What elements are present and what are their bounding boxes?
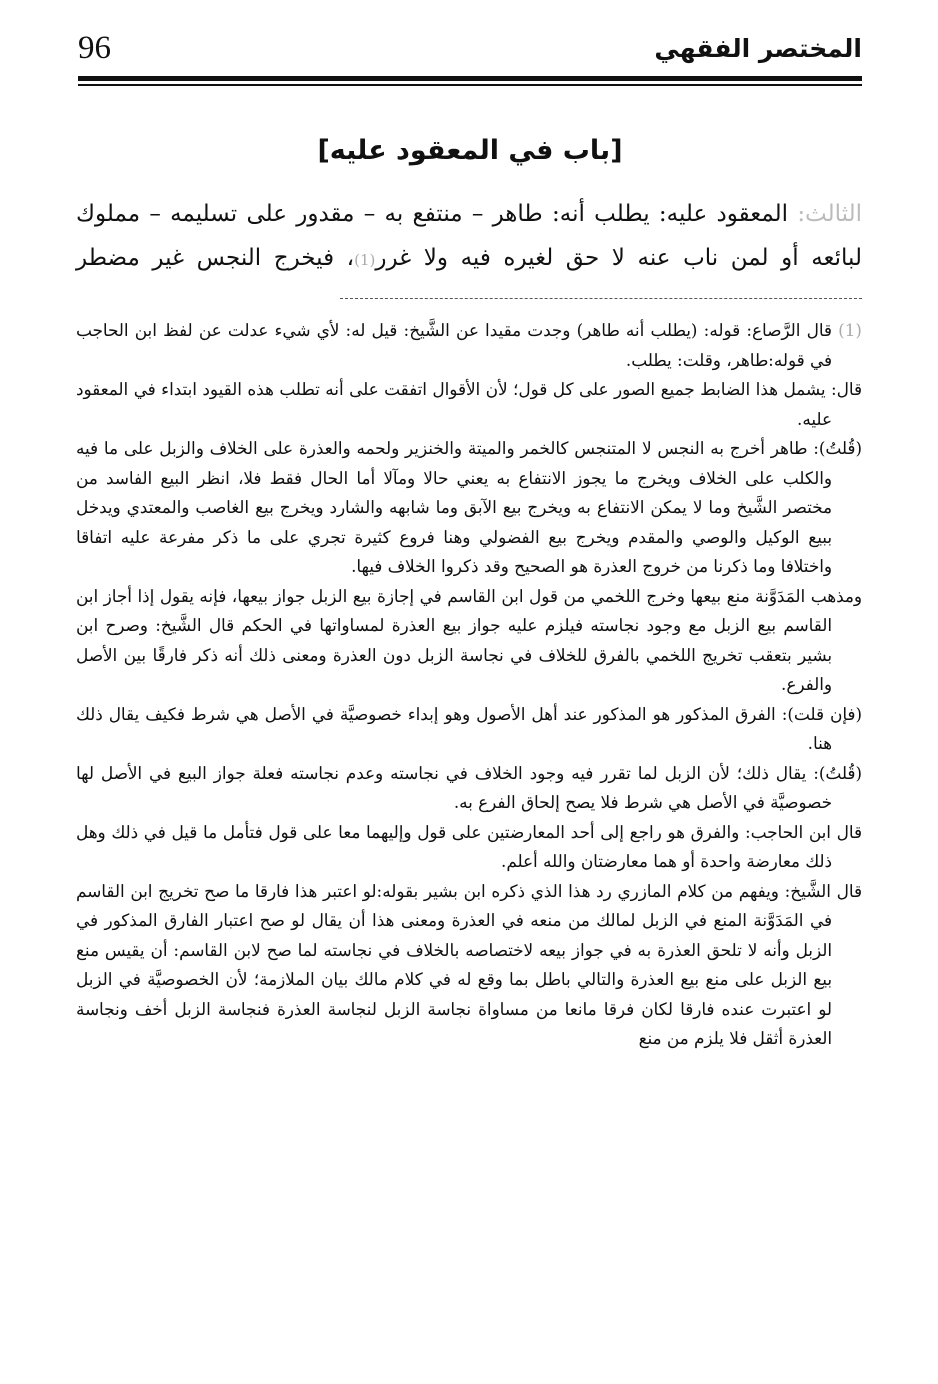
footnote-paragraph: قال ابن الحاجب: والفرق هو راجع إلى أحد المعارضتين على قول وإليهما معا على قول فتأمل ما قيل في ذلك وهل ذلك معارضة واحدة أو هما معارضتان والله أعلم. <box>76 821 862 871</box>
footnote-paragraph: (قُلتُ): يقال ذلك؛ لأن الزبل لما تقرر فيه وجود الخلاف في نجاسته وعدم نجاسته فعلة جواز البيع في الأصل لها خصوصيَّة في الأصل هي شرط فلا يصح إلحاق الفرع به. <box>76 762 862 812</box>
footnote-number: (1) <box>838 320 862 340</box>
page-number: 96 <box>78 30 111 66</box>
footnote-paragraph: ومذهب المَدَوَّنة منع بيعها وخرج اللخمي من قول ابن القاسم في إجازة بيع الزبل جواز بيعها، فإنه يقول إذا أجاز ابن القاسم بيع الزبل مع وجود نجاسته فيلزم عليه جواز بيع العذرة لمساواتها في الحكم قال الشَّيخ: وصرح ابن بشير بتعقب تخريج اللخمي بالفرق للخلاف في نجاسة الزبل دون العذرة ومعنى ذلك أنه ذكر فارقًا بين الأصل والفرع. <box>76 585 862 694</box>
main-text <box>76 192 862 282</box>
main-text-part1: المعقود عليه: يطلب أنه: طاهر – منتفع به – مقدور على تسليمه – مملوك لبائعه أو لمن ناب عنه لا حق لغيره فيه ولا غرر <box>76 201 862 271</box>
page-header <box>78 28 862 74</box>
footnote-paragraph: (فإن قلت): الفرق المذكور هو المذكور عند أهل الأصول وهو إبداء خصوصيَّة في الأصل هي شرط فكيف يقال ذلك هنا. <box>76 703 862 753</box>
running-title: المختصر الفقهي <box>654 34 862 63</box>
main-lead: الثالث: <box>797 201 862 227</box>
footnote-paragraph: قال الشَّيخ: ويفهم من كلام المازري رد هذا الذي ذكره ابن بشير بقوله:لو اعتبر هذا فارقا ما صح تخريج ابن القاسم في المَدَوَّنة المنع في الزبل لمالك من منعه في العذرة ومعنى هذا أن يقال لو صح اعتبار الفارق المذكور في الزبل وأنه لا تلحق العذرة به في جواز بيعه لاختصاصه بالخلاف في نجاسته لما صح لابن القاسم: أن يقيس منع بيع الزبل على منع بيع العذرة والتالي باطل بما وقع له في كلام مالك بيان الملازمة؛ لأن الخصوصيَّة في الزبل لو اعتبرت عنده فارقا لكان فرقا مانعا من مساواة نجاسة الزبل لنجاسة العذرة فنجاسة الزبل أخف ونجاسة العذرة أثقل فلا يلزم من منع <box>76 880 862 1048</box>
header-rule-thick <box>78 76 862 81</box>
footnote-reference[interactable]: (1) <box>354 251 376 269</box>
footnote-paragraph <box>76 316 862 375</box>
main-paragraph <box>76 192 862 282</box>
footnote-paragraph: قال: يشمل هذا الضابط جميع الصور على كل قول؛ لأن الأقوال اتفقت على أنه تطلب هذه القيود ابتداء في المعقود عليه. <box>76 379 862 429</box>
footnote-paragraph: (قُلتُ): طاهر أخرج به النجس لا المتنجس كالخمر والميتة والخنزير ولحمه والعذرة على الخلاف والزبل على ما فيه والكلب على الخلاف ويخرج ما يجوز الانتفاع به يعني حالا ومآلا أما الحال فقط فلا، انظر البيع الفاسد من مختصر الشَّيخ وما لا يمكن الانتفاع به ويخرج بيع الآبق وما شابهه والشارد ويخرج بيع الغاصب والمعتدي ويدخل ببيع الوكيل والوصي والمقدم ويخرج بيع الفضولي وهنا فروع كثيرة تجري على ما ذكر مفرعة عليه اتفاقا واختلافا وما ذكرنا من خروج العذرة هو الصحيح وقد ذكروا الخلاف فيها. <box>76 438 862 576</box>
footnotes <box>76 316 862 1054</box>
chapter-title: [باب في المعقود عليه] <box>317 135 623 166</box>
header-rule-thin <box>78 84 862 86</box>
main-text-part2: ، فيخرج النجس غير مضطر <box>76 245 355 271</box>
footnote-text: قال الرَّصاع: قوله: (يطلب أنه طاهر) وجدت مقيدا عن الشَّيخ: قيل له: لأي شيء عدلت عن لفظ ابن الحاجب في قوله:طاهر، وقلت: يطلب. <box>76 320 832 370</box>
footnote-divider <box>340 298 862 299</box>
